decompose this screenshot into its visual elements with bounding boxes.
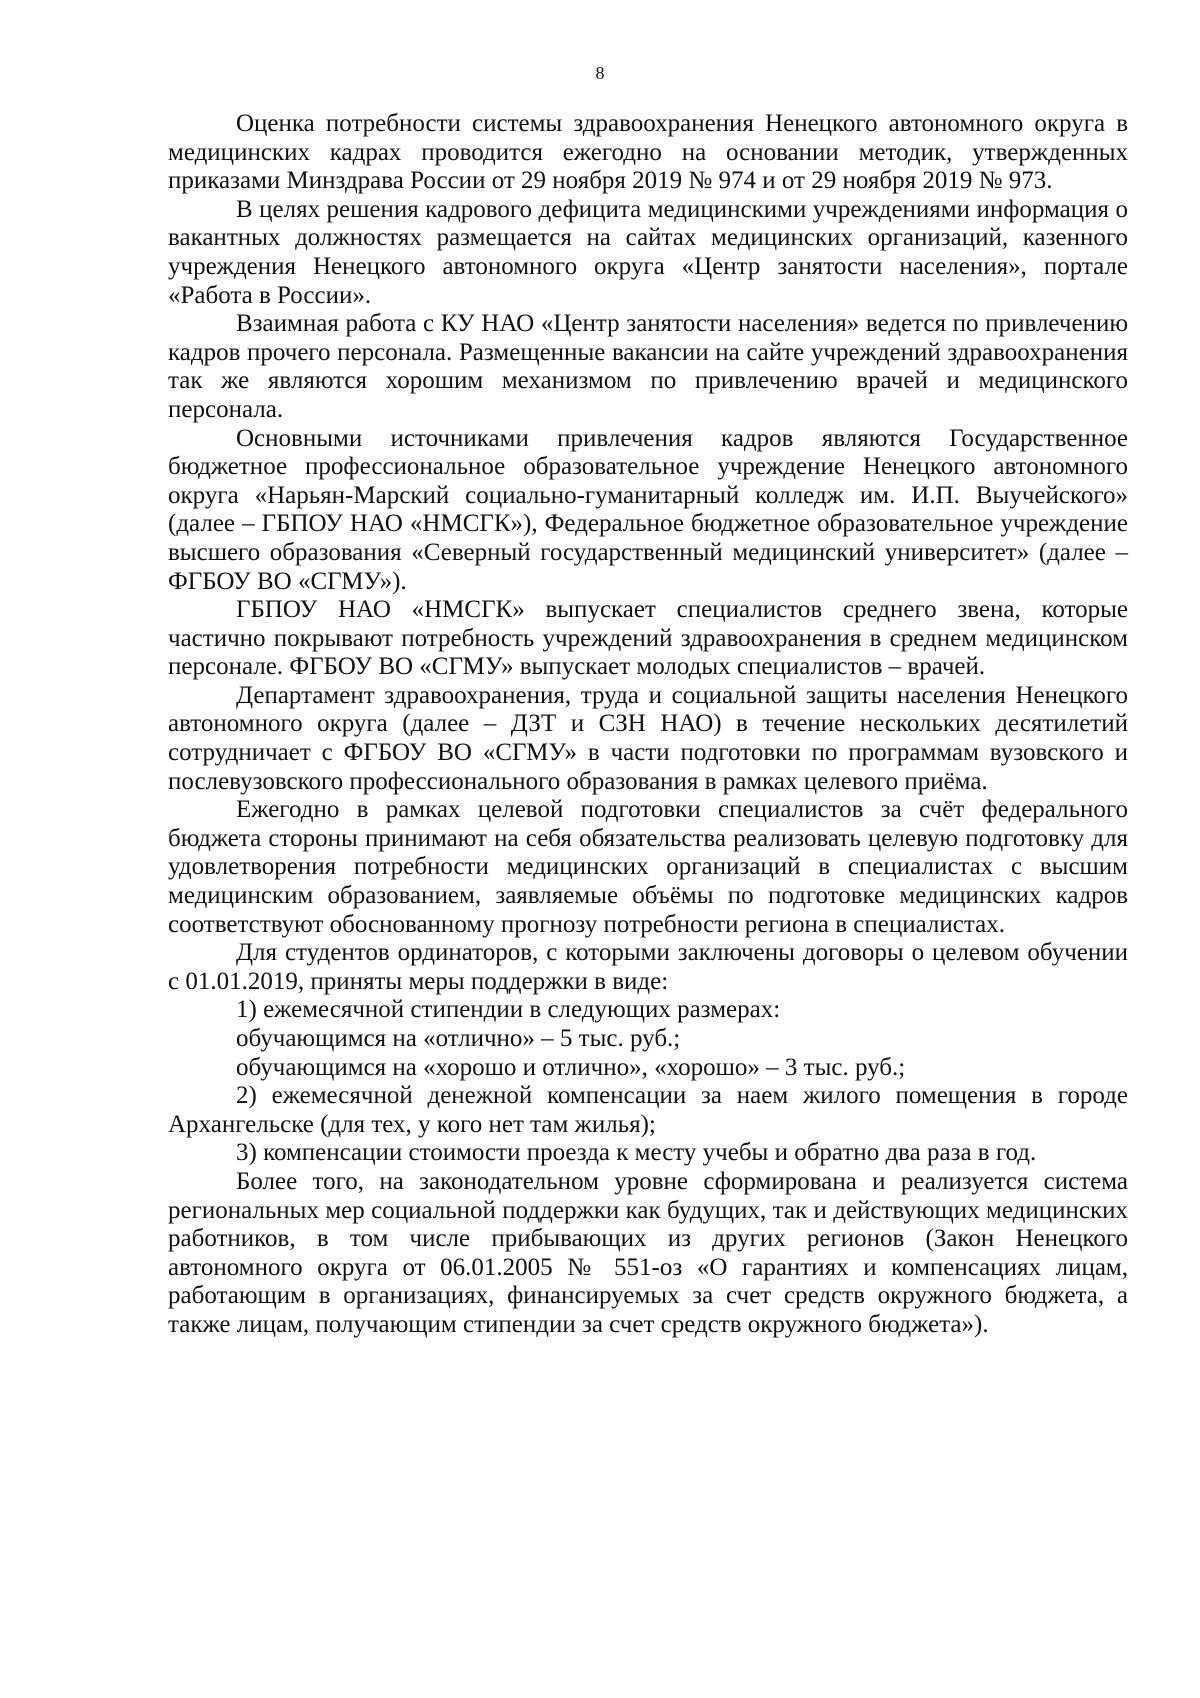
paragraph-department-cooperation: Департамент здравоохранения, труда и социальной защиты населения Ненецкого автономного округа (далее – ДЗТ и СЗН НАО) в течение нескольких десятилетий сотрудничает с ФГБОУ ВО «СГМУ» в части подготовки по программам вузовского и послевузовского профессионального образования в рамках целевого приёма. xyxy=(168,681,1128,795)
paragraph-vacancy-publication: В целях решения кадрового дефицита медицинскими учреждениями информация о вакантных должностях размещается на сайтах медицинских организаций, казенного учреждения Ненецкого автономного округа «Центр занятости населения», портале «Работа в России». xyxy=(168,195,1128,309)
list-item-travel-compensation: 3) компенсации стоимости проезда к месту учебы и обратно два раза в год. xyxy=(236,1139,1037,1167)
page-number: 8 xyxy=(595,63,605,83)
list-item-housing-compensation: 2) ежемесячной денежной компенсации за наем жилого помещения в городе Архангельске (для тех, у кого нет там жилья); xyxy=(168,1082,1128,1138)
paragraph-recruitment-sources: Основными источниками привлечения кадров являются Государственное бюджетное профессиональное образовательное учреждение Ненецкого автономного округа «Нарьян-Марский социально-гуманитарный колледж им. И.П. Выучейского» (далее – ГБПОУ НАО «НМСГК»), Федеральное бюджетное образовательное учреждение высшего образования «Северный государственный медицинский университет» (далее – ФГБОУ ВО «СГМУ»). xyxy=(168,424,1128,595)
list-item-stipend: 1) ежемесячной стипендии в следующих размерах: xyxy=(236,996,781,1024)
document-body xyxy=(168,110,1128,1340)
paragraph-employment-center: Взаимная работа с КУ НАО «Центр занятости населения» ведется по привлечению кадров прочего персонала. Размещенные вакансии на сайте учреждений здравоохранения так же являются хорошим механизмом по привлечению врачей и медицинского персонала. xyxy=(168,310,1128,423)
paragraph-staffing-assessment: Оценка потребности системы здравоохранения Ненецкого автономного округа в медицинских кадрах проводится ежегодно на основании методик, утвержденных приказами Минздрава России от 29 ноября 2019 № 974 и от 29 ноября 2019 № 973. xyxy=(168,110,1128,195)
list-item-stipend-excellent: обучающимся на «отлично» – 5 тыс. руб.; xyxy=(236,1025,681,1052)
paragraph-support-measures-intro: Для студентов ординаторов, с которыми заключены договоры о целевом обучении с 01.01.2019, приняты меры поддержки в виде: xyxy=(168,939,1128,995)
paragraph-targeted-training: Ежегодно в рамках целевой подготовки специалистов за счёт федерального бюджета стороны принимают на себя обязательства реализовать целевую подготовку для удовлетворения потребности медицинских организаций в специалистах с высшим медицинским образованием, заявляемые объёмы по подготовке медицинских кадров соответствуют обоснованному прогнозу потребности региона в специалистах. xyxy=(168,796,1128,938)
paragraph-regional-support-law: Более того, на законодательном уровне сформирована и реализуется система региональных мер социальной поддержки как будущих, так и действующих медицинских работников, в том числе прибывающих из других регионов (Закон Ненецкого автономного округа от 06.01.2005 № 551-оз «О гарантиях и компенсациях лицам, работающим в организациях, финансируемых за счет средств окружного бюджета, а также лицам, получающим стипендии за счет средств окружного бюджета»). xyxy=(168,1167,1128,1338)
paragraph-graduates: ГБПОУ НАО «НМСГК» выпускает специалистов среднего звена, которые частично покрывают потребность учреждений здравоохранения в среднем медицинском персонале. ФГБОУ ВО «СГМУ» выпускает молодых специалистов – врачей. xyxy=(168,596,1128,681)
list-item-stipend-good: обучающимся на «хорошо и отлично», «хорошо» – 3 тыс. руб.; xyxy=(236,1053,906,1081)
